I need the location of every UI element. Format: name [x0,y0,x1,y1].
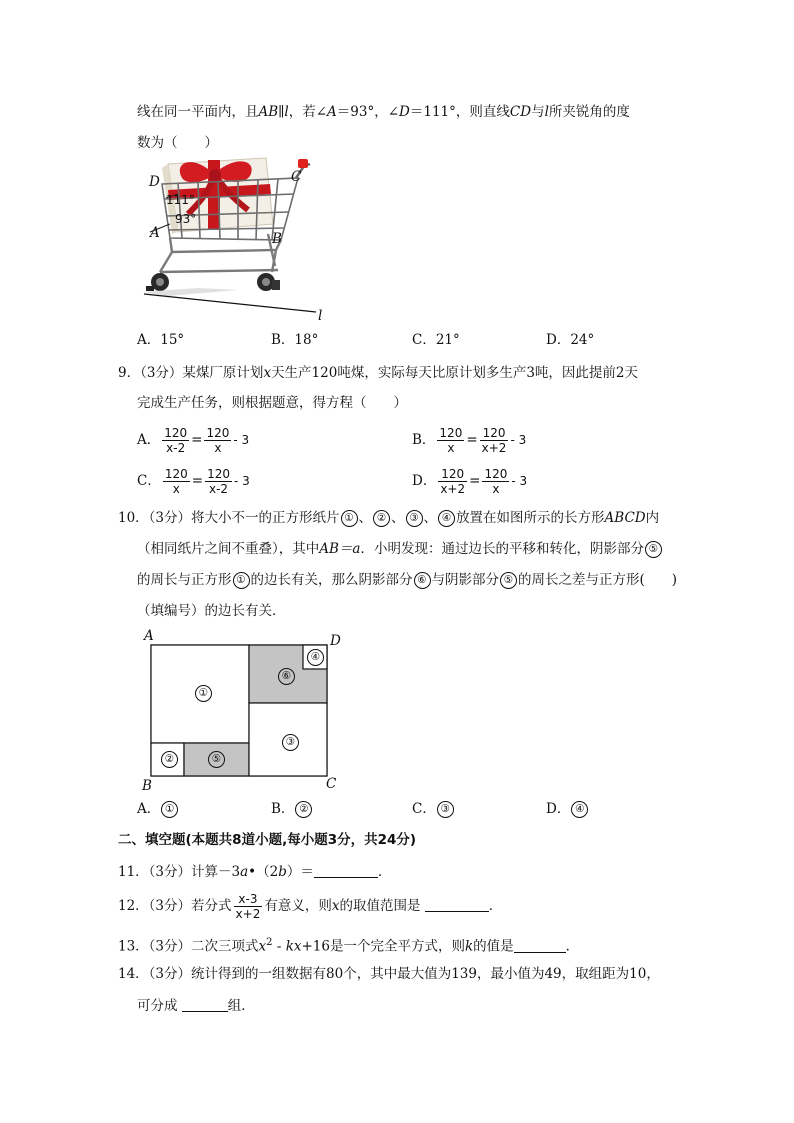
q11-text: ． [377,864,392,880]
q11 [118,862,391,882]
q8-option-b[interactable]: B．18° [271,332,319,348]
denominator: x+2 [235,907,261,921]
option-label: C． [137,473,161,489]
q8-fig-label-a: A [150,225,160,241]
q8-fig-label-l: l [318,308,323,324]
q10-line2 [137,539,663,559]
numerator: x-3 [234,892,263,907]
tail: - 3 [233,474,250,488]
circled-number: ③ [406,510,423,527]
q10-text: 、 [423,510,438,526]
numerator: 120 [480,426,509,441]
q10-text: 与阴影部分 [431,572,499,588]
option-label: A． [137,801,161,817]
q10-option-a[interactable] [137,799,179,819]
fraction [234,892,263,921]
circled-number: ③ [437,801,454,818]
q14-line1: 14．（3分）统计得到的一组数据有80个，其中最大值为139，最小值为49，取组距为10， [118,966,660,982]
q8-option-d[interactable]: D．24° [546,332,595,348]
q10-fig-p6: ⑥ [278,668,295,685]
q10-fig-p3: ③ [282,734,299,751]
q11-b: b [278,864,287,880]
q9-option-d[interactable] [412,465,527,497]
q13-text: - [272,938,286,955]
denominator: x-2 [166,441,186,455]
q8-option-c[interactable]: C．21° [412,332,460,348]
q10-line3 [137,570,677,590]
numerator: 120 [484,467,508,481]
q10-fig-label-a: A [144,628,154,644]
q8-fig-angle-111: 111° [166,193,195,207]
denominator: x+2 [481,441,507,455]
answer-blank[interactable] [182,997,228,1012]
answer-blank[interactable] [314,863,378,878]
q10-fig-p4: ④ [307,649,324,666]
equals: = [466,432,478,448]
answer-blank[interactable] [425,897,489,912]
line-l [144,294,316,312]
q13 [118,933,579,957]
cart-wheels [146,273,280,291]
q8-text: ＝111°，则直线 [409,104,510,120]
q10-line1 [118,508,659,528]
q9-option-a[interactable] [137,424,249,456]
option-label: C． [412,801,436,817]
numerator: 120 [164,467,188,481]
q10-text: 的周长之差与正方形( ) [518,572,678,588]
tail: - 3 [511,474,528,488]
q11-a: a [240,864,249,880]
q11-text: ）＝ [286,864,314,880]
q8-text: 所夹锐角的度 [548,104,630,120]
q10-fig-p5: ⑤ [208,751,225,768]
q14-line2 [137,996,255,1016]
fraction [163,467,190,496]
q12-text: 的取值范围是 [339,898,421,914]
circled-number: ① [341,510,358,527]
numerator: 120 [164,426,188,440]
circled-number: ④ [438,510,455,527]
q10-text: 、 [391,510,405,526]
q11-text: 11．（3分）计算－3 [118,864,241,880]
q13-x: x [258,938,267,955]
q12-text: 12．（3分）若分式 [118,898,232,914]
option-label: B． [412,432,436,448]
q8-option-a[interactable]: A．15° [137,332,185,348]
q14-text: 组． [227,998,255,1014]
q9-option-c[interactable] [137,465,250,497]
section-title: 二、填空题(本题共8道小题,每小题3分，共24分) [118,832,417,848]
circled-number: ② [295,801,312,818]
q8-angle-a: A [327,104,337,120]
q8-fig-angle-93: 93° [175,212,197,226]
fraction [480,426,509,455]
circled-number: ④ [571,801,588,818]
option-label: B． [271,801,295,817]
fraction [162,426,189,455]
numerator: 120 [206,426,230,440]
q10-text: 10．（3分）将大小不一的正方形纸片 [118,510,340,526]
numerator: 120 [438,467,467,482]
option-label: D． [546,801,571,817]
circled-number: ⑤ [645,541,662,558]
answer-blank[interactable] [514,938,566,953]
q10-text: 的边长有关，那么阴影部分 [250,572,413,588]
q10-fig-label-b: B [142,778,152,794]
q13-text: 的值是 [473,938,514,955]
q8-angle-d: D [399,104,410,120]
q10-text: 放置在如图所示的长方形 [456,510,605,526]
q13-k: k [464,938,474,955]
q10-fig-label-c: C [326,776,337,792]
q9-text: 9．（3分）某煤厂原计划 [118,365,264,381]
q9-line1 [118,363,638,383]
q12-text: 有意义，则 [264,898,332,914]
denominator: x [172,482,180,496]
q8-line1 [137,102,630,122]
numerator: 120 [439,426,463,440]
q10-ab-eq: AB＝a [319,541,361,557]
q10-text: 内 [645,510,660,526]
q8-fig-label-d: D [149,174,160,190]
circled-number: ② [373,510,390,527]
circled-number: ① [161,801,178,818]
q10-text: ．小明发现：通过边长的平移和转化，阴影部分 [360,541,644,557]
q13-kx: kx [285,938,302,955]
q13-text: 13．（3分）二次三项式 [118,938,259,955]
q9-option-b[interactable] [412,424,526,456]
q8-line2: 数为（ ） [137,135,218,151]
q10-text: 、 [358,510,373,526]
q8-text: ，若∠ [288,104,328,120]
q8-cd: CD [509,104,532,120]
fraction [205,467,232,496]
q13-text: +16是一个完全平方式，则 [301,938,465,955]
q10-text: （相同纸片之间不重叠），其中 [137,541,320,557]
q11-text: •（2 [248,864,279,880]
q12-text: ． [488,898,503,914]
option-label: D． [412,473,437,489]
q10-abcd: ABCD [604,510,646,526]
q10-option-d[interactable] [546,799,589,819]
numerator: 120 [207,467,230,481]
circled-number: ⑤ [500,572,517,589]
denominator: x [492,482,500,496]
option-label: A． [137,432,161,448]
fraction [438,467,467,496]
q10-line4: （填编号）的边长有关． [137,603,286,619]
q9-x: x [263,365,272,381]
denominator: x [214,441,222,455]
q8-l: l [544,104,549,120]
q9-text: 天生产120吨煤，实际每天比原计划多生产3吨，因此提前2天 [271,365,639,381]
q9-line2: 完成生产任务，则根据题意，得方程（ ） [137,395,407,411]
denominator: x+2 [440,482,466,496]
equals: = [191,473,204,489]
q8-ab-parallel: AB∥l [258,104,289,120]
circled-number: ① [233,572,250,589]
q8-fig-label-b: B [272,231,282,247]
q8-fig-label-c: C [291,169,302,185]
fraction [204,426,231,455]
q8-text: 与 [531,104,545,120]
q8-shopping-cart-figure [138,154,338,329]
q10-fig-label-d: D [330,633,341,649]
q14-text: 可分成 [137,998,178,1014]
q10-option-c[interactable] [412,799,455,819]
denominator: x [447,441,455,455]
equals: = [469,473,481,489]
tail: - 3 [233,433,250,447]
q10-fig-p1: ① [195,685,212,702]
circled-number: ⑥ [414,572,431,589]
q13-text: ． [565,938,580,955]
q12 [118,890,502,922]
fraction [482,467,509,496]
q8-text: ＝93°，∠ [336,104,400,120]
tail: - 3 [510,433,527,447]
fraction [437,426,464,455]
denominator: x-2 [208,482,229,496]
q8-text: 线在同一平面内，且 [137,104,259,120]
q13-exponent: 2 [266,937,273,948]
q10-option-b[interactable] [271,799,313,819]
q10-fig-p2: ② [161,751,178,768]
equals: = [191,432,203,448]
q12-x: x [331,898,340,914]
q10-text: 的周长与正方形 [137,572,232,588]
